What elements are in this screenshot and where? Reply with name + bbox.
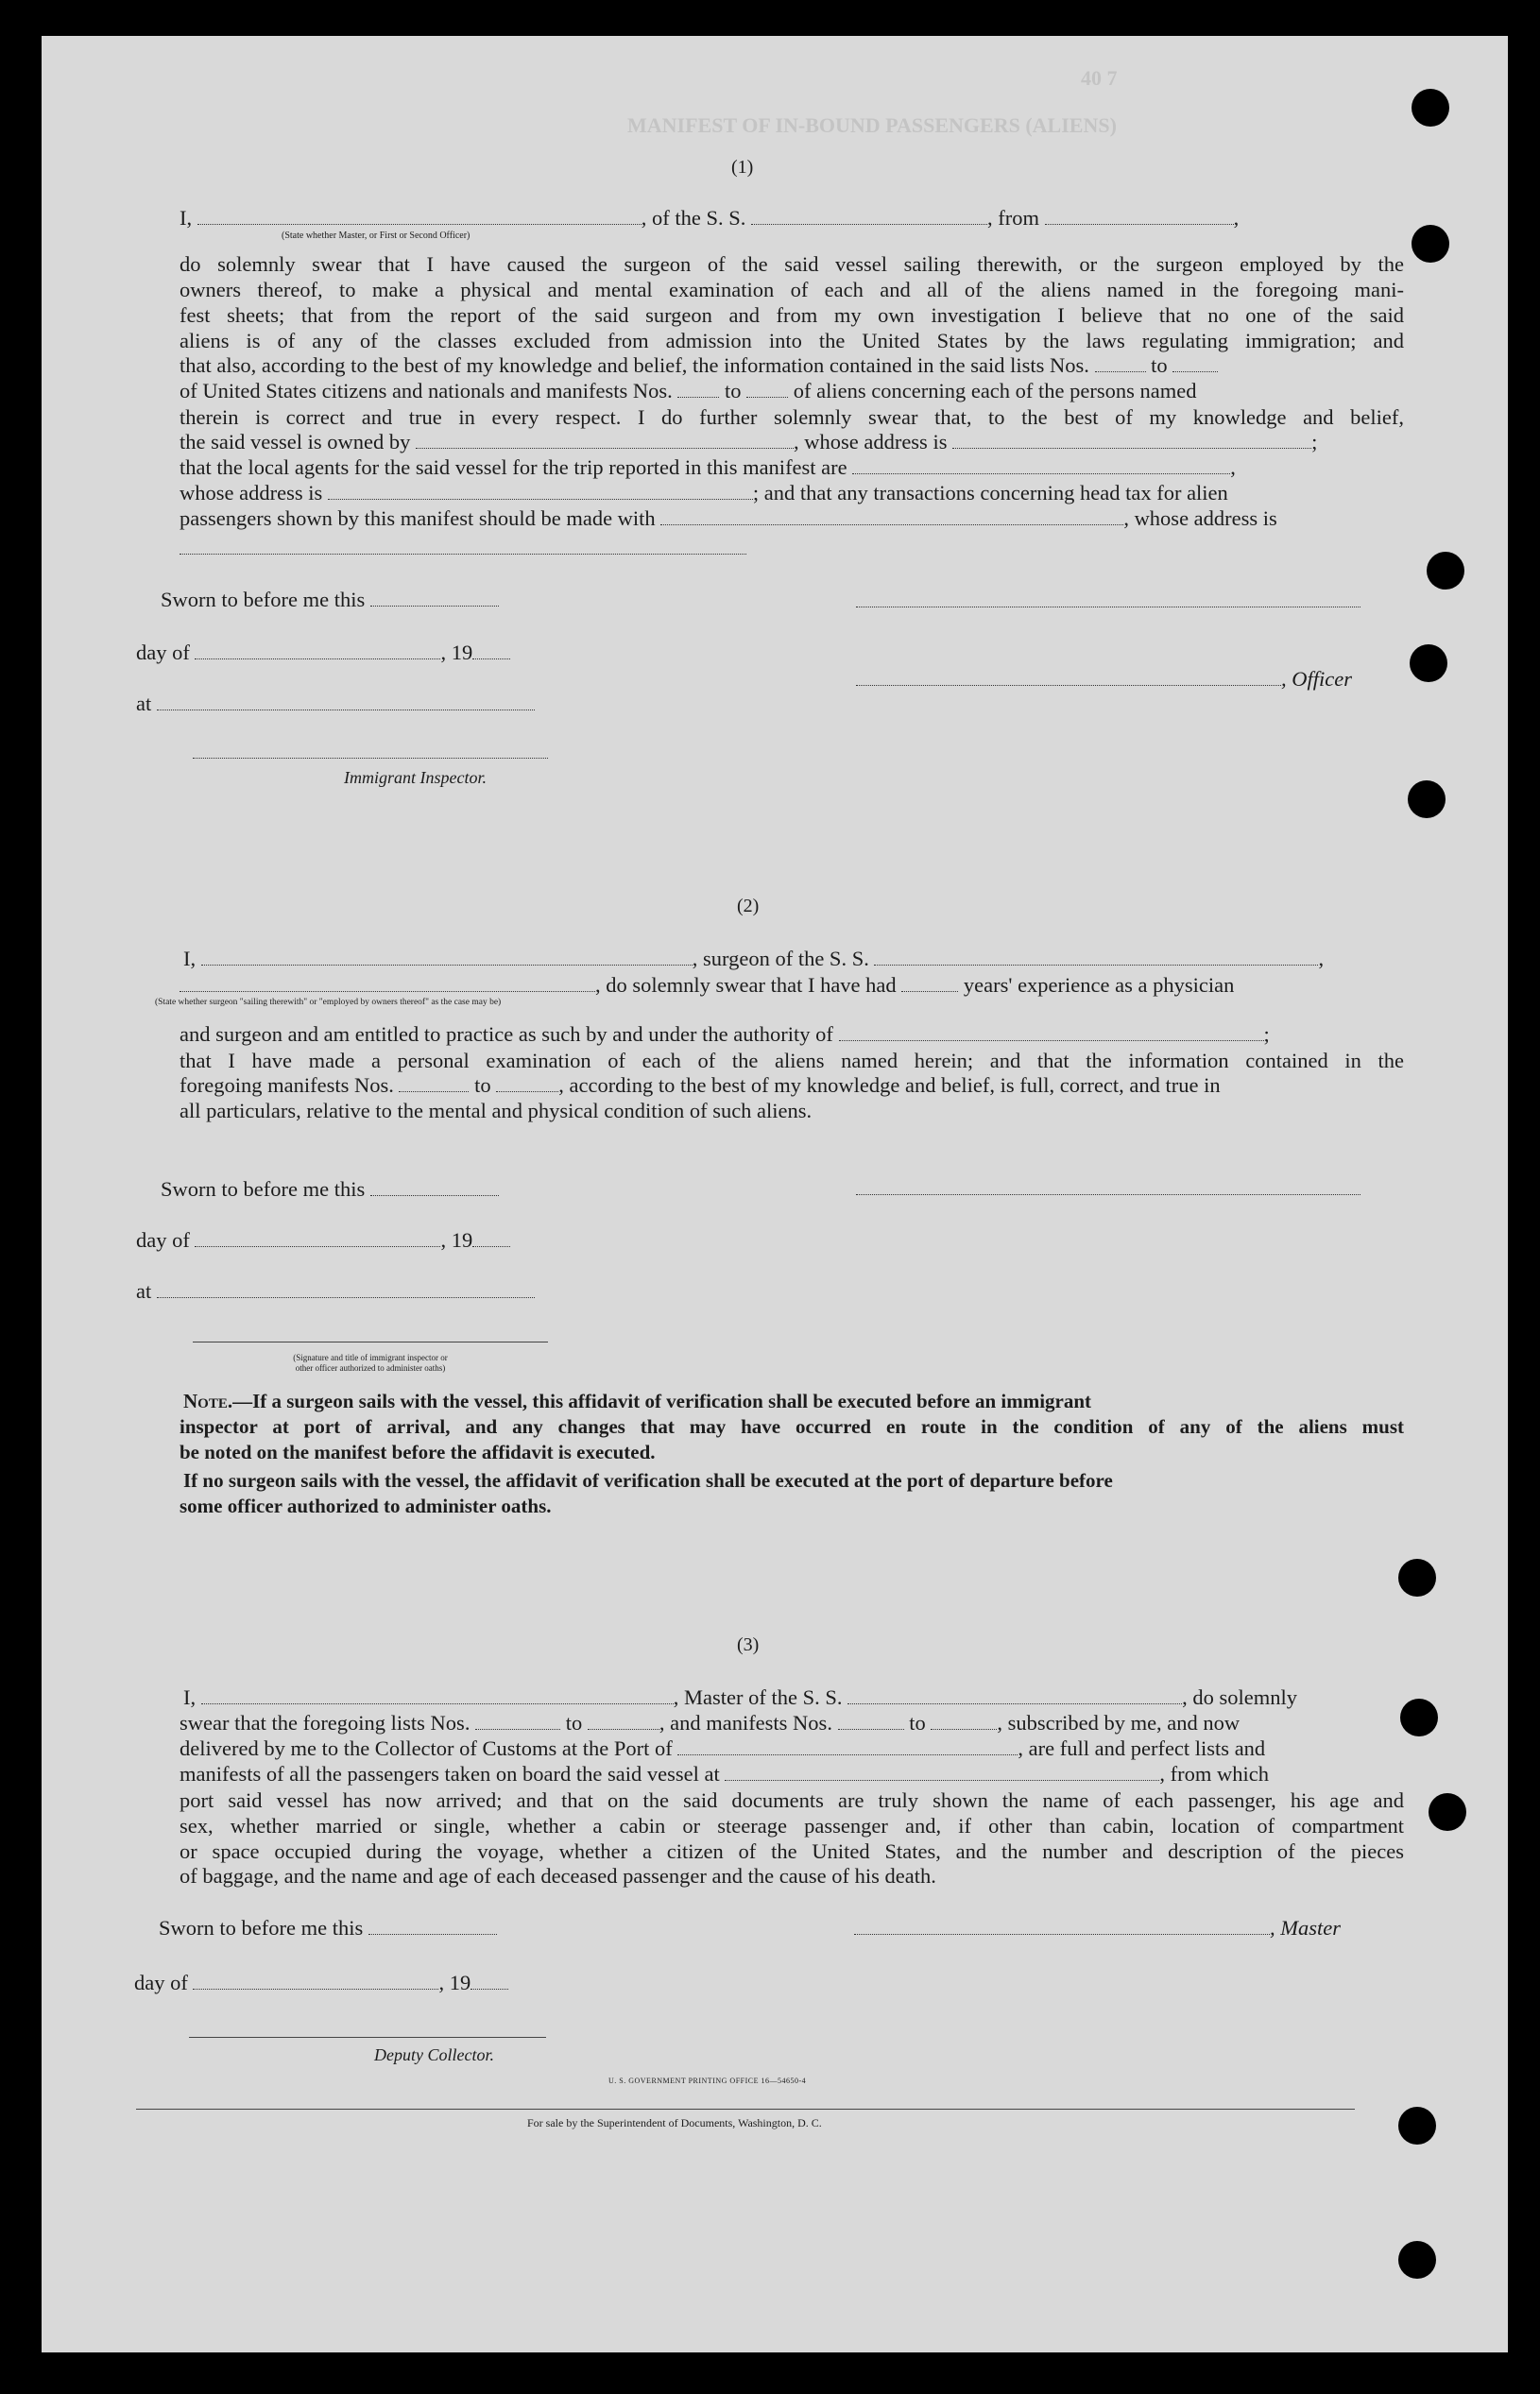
owner-address-field[interactable] xyxy=(952,447,1311,449)
s3-year-field[interactable] xyxy=(471,1988,508,1990)
head-tax-address-field[interactable] xyxy=(180,554,746,555)
s3-line-7: or space occupied during the voyage, whether a citizen of the United States, and the number and description of the pieces xyxy=(180,1839,1404,1863)
s3-line-5: port said vessel has now arrived; and that on the said documents are truly shown the name of each passenger, his age and xyxy=(180,1788,1404,1812)
s1-paragraph-line-6: of United States citizens and nationals and manifests Nos. to of aliens concerning each of the persons named xyxy=(180,379,1197,402)
note-line-2: inspector at port of arrival, and any changes that may have occurred en route in the condition of any of the aliens must xyxy=(180,1415,1404,1438)
master-name-field[interactable] xyxy=(201,1702,674,1704)
s1-paragraph-line-4: aliens is of any of the classes excluded from admission into the United States by the laws regulating immigration; and xyxy=(180,329,1404,352)
surgeon-type-field[interactable] xyxy=(180,990,595,992)
head-tax-contact-field[interactable] xyxy=(660,523,1123,525)
s1-paragraph-line-5: that also, according to the best of my knowledge and belief, the information contained in the said lists Nos. to xyxy=(180,353,1218,378)
s1-paragraph-line-7: therein is correct and true in every respect. I do further solemnly swear that, to the best of my knowledge and belief, xyxy=(180,405,1404,429)
s1-paragraph-line-9: that the local agents for the said vessel for the trip reported in this manifest are , xyxy=(180,455,1236,479)
s2-paragraph-line-1: and surgeon and am entitled to practice as such by and under the authority of ; xyxy=(180,1022,1270,1046)
s1-sworn-line: Sworn to before me this xyxy=(161,588,499,612)
s3-sworn-line: Sworn to before me this xyxy=(159,1916,497,1941)
note-line-1: Note.—If a surgeon sails with the vessel, this affidavit of verification shall be executed before an immigrant xyxy=(183,1390,1092,1412)
officer-name-field[interactable] xyxy=(197,223,642,225)
s1-year-field[interactable] xyxy=(472,658,510,659)
collector-signature-field[interactable] xyxy=(189,2037,546,2038)
local-agents-field[interactable] xyxy=(852,472,1230,474)
manifests-to-field[interactable] xyxy=(746,396,788,398)
s2-year-field[interactable] xyxy=(472,1245,510,1247)
s1-officer-title-field[interactable] xyxy=(856,684,1281,686)
s3-line-6: sex, whether married or single, whether a cabin or steerage passenger and, if other than cabin, location of compartment xyxy=(180,1814,1404,1838)
s2-at-place-field[interactable] xyxy=(157,1296,535,1298)
s1-inspector-label: Immigrant Inspector. xyxy=(344,768,487,787)
form-page xyxy=(42,36,1508,2352)
s1-at-place-field[interactable] xyxy=(157,709,535,710)
punch-hole xyxy=(1410,644,1447,682)
s1-paragraph-line-1: do solemnly swear that I have caused the surgeon of the said vessel sailing therewith, or the surgeon employed by the xyxy=(180,252,1404,276)
s2-manifests-to-field[interactable] xyxy=(496,1090,558,1092)
agents-address-field[interactable] xyxy=(328,498,753,500)
s3-line-4: manifests of all the passengers taken on board the said vessel at , from which xyxy=(180,1762,1269,1786)
punch-hole xyxy=(1398,2107,1436,2145)
port-field[interactable] xyxy=(677,1753,1018,1755)
ghost-page-number: 40 7 xyxy=(1081,66,1118,90)
s1-paragraph-line-2: owners thereof, to make a physical and mental examination of each and all of the aliens named in the foregoing mani- xyxy=(180,278,1404,301)
practice-authority-field[interactable] xyxy=(839,1039,1264,1041)
footer-rule xyxy=(136,2109,1355,2110)
s3-manifests-from-field[interactable] xyxy=(838,1728,904,1730)
note-line-4: If no surgeon sails with the vessel, the affidavit of verification shall be executed at the port of departure before xyxy=(183,1469,1113,1492)
punch-hole xyxy=(1412,89,1449,127)
s1-paragraph-line-11: passengers shown by this manifest should be made with , whose address is xyxy=(180,506,1277,530)
s2-line-1: I, , surgeon of the S. S. , xyxy=(183,947,1325,970)
punch-hole xyxy=(1398,1559,1436,1597)
officer-type-note: (State whether Master, or First or Second Officer) xyxy=(282,231,471,241)
s3-vessel-field[interactable] xyxy=(847,1702,1182,1704)
lists-to-field[interactable] xyxy=(1172,370,1218,372)
punch-hole xyxy=(1400,1699,1438,1736)
s1-paragraph-line-8: the said vessel is owned by , whose address is ; xyxy=(180,430,1318,453)
departure-port-field[interactable] xyxy=(725,1779,1159,1781)
section-1-number: (1) xyxy=(731,157,754,178)
surgeon-type-note: (State whether surgeon "sailing therewith" or "employed by owners thereof" as the case may be) xyxy=(155,998,502,1007)
s2-at-line: at xyxy=(136,1279,535,1304)
s2-day-line: day of , 19 xyxy=(136,1228,510,1253)
s2-manifests-from-field[interactable] xyxy=(399,1090,469,1092)
vessel-name-field[interactable] xyxy=(751,223,987,225)
s1-sworn-date-field[interactable] xyxy=(370,605,499,607)
s2-paragraph-line-4: all particulars, relative to the mental and physical condition of such aliens. xyxy=(180,1099,813,1122)
s1-inspector-signature-field[interactable] xyxy=(193,758,548,759)
s1-paragraph-line-10: whose address is ; and that any transactions concerning head tax for alien xyxy=(180,481,1228,504)
punch-hole xyxy=(1408,780,1446,818)
punch-hole xyxy=(1412,225,1449,263)
s2-paragraph-line-3: foregoing manifests Nos. to , according to the best of my knowledge and belief, is full, correct, and true in xyxy=(180,1073,1221,1097)
s3-manifests-to-field[interactable] xyxy=(931,1728,997,1730)
s2-signature-note: (Signature and title of immigrant inspector or other officer authorized to administer oaths) xyxy=(293,1353,448,1373)
s3-lists-from-field[interactable] xyxy=(475,1728,560,1730)
owner-field[interactable] xyxy=(416,447,794,449)
s2-vessel-field[interactable] xyxy=(874,964,1318,966)
deputy-collector-label: Deputy Collector. xyxy=(374,2045,494,2064)
section-3-number: (3) xyxy=(737,1634,760,1655)
s2-signature-field[interactable] xyxy=(856,1194,1360,1195)
section-2-number: (2) xyxy=(737,896,760,916)
s2-line-2: , do solemnly swear that I have had years' experience as a physician xyxy=(180,973,1234,998)
s3-line-3: delivered by me to the Collector of Customs at the Port of , are full and perfect lists and xyxy=(180,1736,1266,1760)
punch-hole xyxy=(1427,552,1464,590)
years-experience-field[interactable] xyxy=(901,990,958,992)
s2-sworn-line: Sworn to before me this xyxy=(161,1177,499,1202)
s3-line-1: I, , Master of the S. S. , do solemnly xyxy=(183,1685,1297,1709)
s3-lists-to-field[interactable] xyxy=(588,1728,659,1730)
s1-day-line: day of , 19 xyxy=(136,641,510,665)
master-signature-field[interactable] xyxy=(854,1933,1270,1935)
surgeon-name-field[interactable] xyxy=(201,964,693,966)
s1-at-line: at xyxy=(136,692,535,716)
s3-line-2: swear that the foregoing lists Nos. to , and manifests Nos. to , subscribed by me, and now xyxy=(180,1711,1241,1735)
punch-hole xyxy=(1398,2241,1436,2279)
sale-note: For sale by the Superintendent of Documents, Washington, D. C. xyxy=(527,2116,822,2129)
ghost-manifest-heading: MANIFEST OF IN-BOUND PASSENGERS (ALIENS) xyxy=(627,113,1117,137)
gpo-imprint: U. S. GOVERNMENT PRINTING OFFICE 16—54650-4 xyxy=(608,2077,807,2085)
s1-day-field[interactable] xyxy=(195,658,440,659)
lists-from-field[interactable] xyxy=(1095,370,1146,372)
s2-sworn-date-field[interactable] xyxy=(370,1194,499,1196)
s2-day-field[interactable] xyxy=(195,1245,440,1247)
punch-hole xyxy=(1429,1793,1466,1831)
s1-officer-line: , Officer xyxy=(856,667,1352,692)
s1-line-1: I, , of the S. S. , from , xyxy=(180,206,1240,230)
s3-day-field[interactable] xyxy=(193,1988,438,1990)
from-port-field[interactable] xyxy=(1045,223,1234,225)
s3-day-line: day of , 19 xyxy=(134,1971,508,1995)
s3-line-8: of baggage, and the name and age of each deceased passenger and the cause of his death. xyxy=(180,1864,936,1888)
note-line-5: some officer authorized to administer oaths. xyxy=(180,1495,552,1517)
s1-paragraph-line-3: fest sheets; that from the report of the said surgeon and from my own investigation I believe that no one of the said xyxy=(180,303,1404,327)
manifests-from-field[interactable] xyxy=(677,396,719,398)
s3-master-line: , Master xyxy=(854,1916,1341,1941)
s2-paragraph-line-2: that I have made a personal examination of each of the aliens named herein; and that the information contained in the xyxy=(180,1049,1404,1072)
note-line-3: be noted on the manifest before the affidavit is executed. xyxy=(180,1441,656,1463)
s3-sworn-date-field[interactable] xyxy=(368,1933,497,1935)
